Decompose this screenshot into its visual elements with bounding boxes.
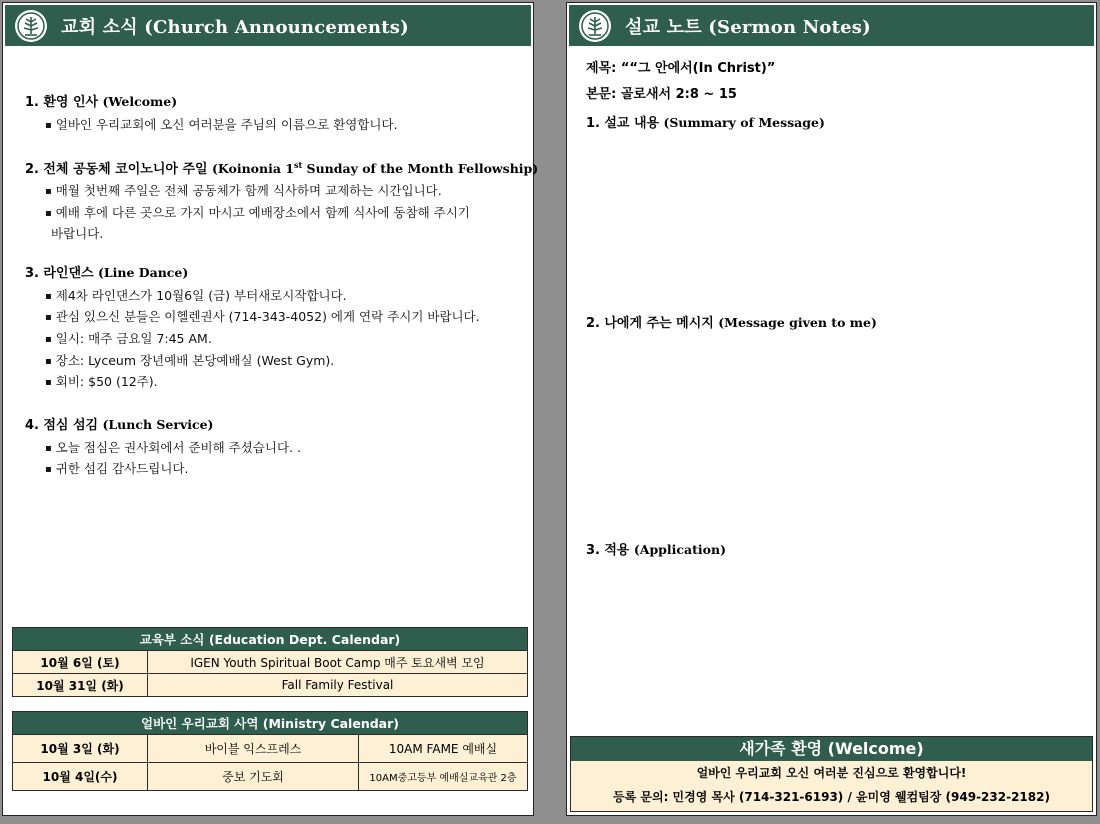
calendar-event: Fall Family Festival (148, 674, 528, 697)
line-dance-bullet-3: ▪ 일시: 매주 금요일 7:45 AM. (45, 329, 212, 347)
calendar-date: 10월 4일(수) (13, 763, 148, 791)
table-row (13, 674, 528, 697)
calendar-date: 10월 3일 (화) (13, 735, 148, 763)
calendar-date: 10월 6일 (토) (13, 651, 148, 674)
new-family-welcome-title: 새가족 환영 (Welcome) (571, 737, 1092, 761)
welcome-message: 얼바인 우리교회 오신 여러분 진심으로 환영합니다! (696, 766, 967, 780)
calendar-place: 10AM FAME 예배실 (359, 735, 528, 763)
sermon-notes-title: 설교 노트 (Sermon Notes) (625, 16, 871, 38)
church-logo-icon (15, 10, 47, 42)
line-dance-bullet-2: ▪ 관심 있으신 분들은 이헬렌권사 (714-343-4052) 에게 연락 주시기 바랍니다. (45, 307, 480, 325)
sermon-notes-page (566, 2, 1097, 816)
church-logo-icon (579, 10, 611, 42)
section-lunch-title: 4. 점심 섬김 (Lunch Service) (25, 417, 214, 433)
koinonia-bullet-1: ▪ 매월 첫번째 주일은 전체 공동체가 함께 식사하며 교제하는 시간입니다. (45, 181, 442, 199)
announcements-header (5, 5, 531, 46)
section-line-dance-title: 3. 라인댄스 (Line Dance) (25, 265, 189, 281)
sermon-title-line: 제목: ““그 안에서(In Christ)” (586, 61, 776, 76)
calendar-place: 10AM중고등부 예배실교육관 2층 (359, 763, 528, 791)
registration-contact: 등록 문의: 민경영 목사 (714-321-6193) / 윤미영 웰컴팀장 (949-232-2182) (613, 790, 1050, 804)
new-family-welcome-box (570, 736, 1093, 812)
welcome-bullet: ▪ 얼바인 우리교회에 오신 여러분을 주님의 이름으로 환영합니다. (45, 115, 398, 133)
ministry-calendar-table (12, 711, 528, 791)
sermon-notes-header (569, 5, 1094, 46)
line-dance-bullet-5: ▪ 회비: $50 (12주). (45, 372, 158, 390)
sermon-scripture-line: 본문: 골로새서 2:8 ~ 15 (586, 87, 737, 102)
education-calendar-title: 교육부 소식 (Education Dept. Calendar) (13, 628, 528, 651)
education-calendar-table (12, 627, 528, 697)
calendar-event: IGEN Youth Spiritual Boot Camp 매주 토요새벽 모임 (148, 651, 528, 674)
announcements-title: 교회 소식 (Church Announcements) (61, 16, 409, 38)
sermon-message-title: 2. 나에게 주는 메시지 (Message given to me) (586, 315, 877, 331)
announcements-page (2, 2, 539, 816)
lunch-bullet-1: ▪ 오늘 점심은 권사회에서 준비해 주셨습니다. . (45, 438, 301, 456)
line-dance-bullet-4: ▪ 장소: Lyceum 장년예배 본당예배실 (West Gym). (45, 351, 334, 369)
lunch-bullet-2: ▪ 귀한 섬김 감사드립니다. (45, 459, 188, 477)
table-row (13, 651, 528, 674)
section-welcome-title: 1. 환영 인사 (Welcome) (25, 94, 178, 110)
calendar-date: 10월 31일 (화) (13, 674, 148, 697)
table-row (13, 763, 528, 791)
new-family-welcome-body (571, 761, 1092, 811)
section-koinonia-title: 2. 전체 공동체 코이노니아 주일 (Koinonia 1st Sunday of the Month Fellowship) (25, 159, 539, 177)
koinonia-bullet-2: ▪ 예배 후에 다른 곳으로 가지 마시고 예배장소에서 함께 식사에 동참해 주시기 (45, 203, 470, 221)
koinonia-bullet-2-continuation: 바랍니다. (51, 226, 104, 241)
ministry-calendar-title: 얼바인 우리교회 사역 (Ministry Calendar) (13, 712, 528, 735)
calendar-event: 중보 기도회 (148, 763, 359, 791)
calendar-event: 바이블 익스프레스 (148, 735, 359, 763)
table-row (13, 735, 528, 763)
sermon-application-title: 3. 적용 (Application) (586, 542, 726, 558)
line-dance-bullet-1: ▪ 제4차 라인댄스가 10월6일 (금) 부터새로시작합니다. (45, 286, 347, 304)
sermon-summary-title: 1. 설교 내용 (Summary of Message) (586, 115, 825, 131)
